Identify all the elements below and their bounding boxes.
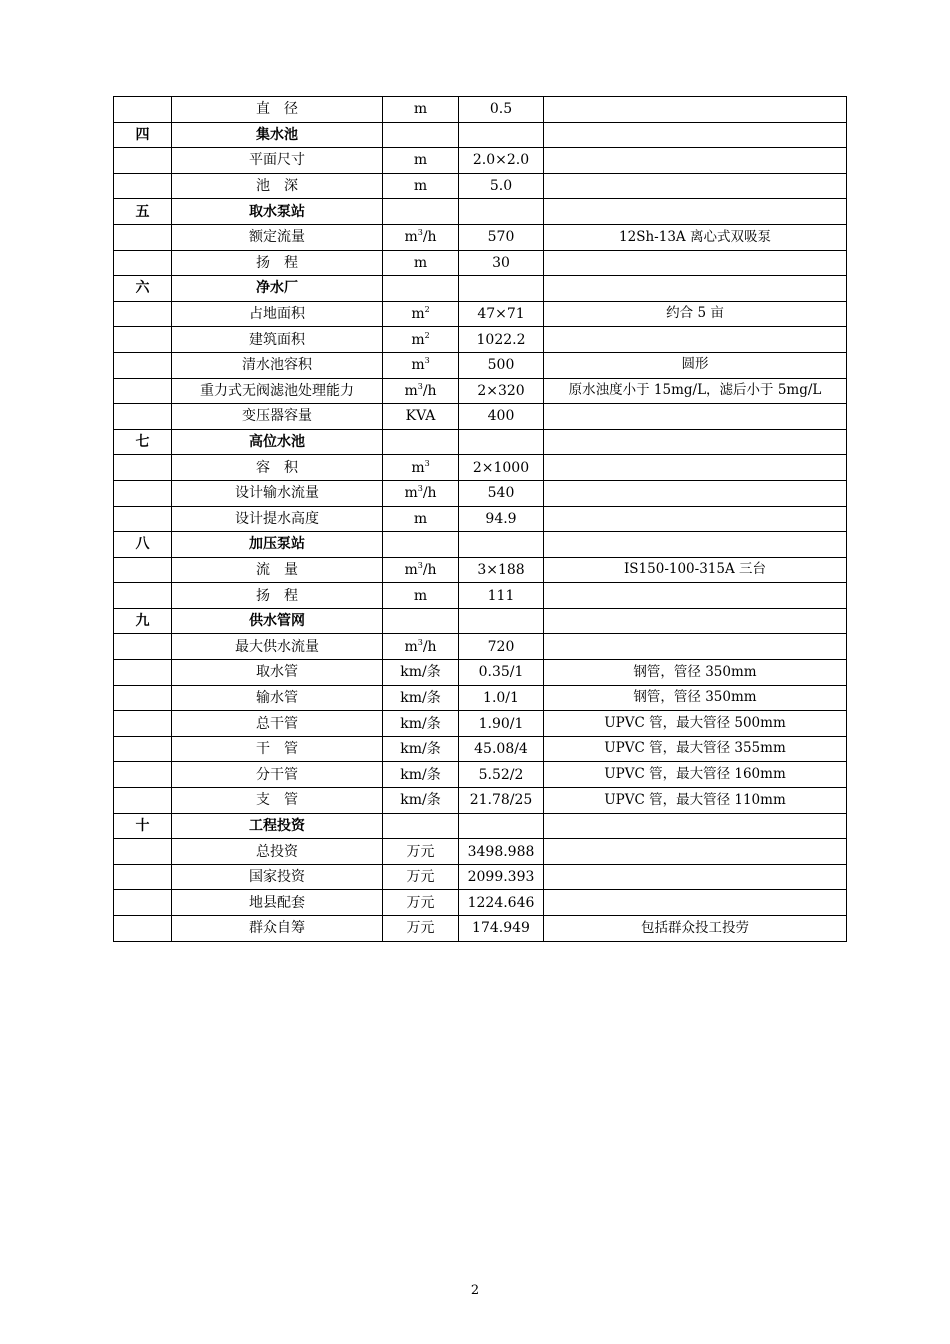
value-cell: 500 — [459, 352, 544, 378]
note-cell: UPVC 管，最大管径 500mm — [544, 711, 847, 737]
unit-superscript: 3 — [417, 228, 423, 238]
unit-tail: /h — [422, 229, 437, 246]
item-cell: 取水泵站 — [172, 199, 383, 225]
table-row — [114, 327, 847, 353]
note-cell: 12Sh-13A 离心式双吸泵 — [544, 224, 847, 250]
table-row — [114, 839, 847, 865]
note-cell — [544, 97, 847, 123]
item-cell: 国家投资 — [172, 864, 383, 890]
value-cell: 94.9 — [459, 506, 544, 532]
row-number-cell — [114, 557, 172, 583]
row-number-cell — [114, 301, 172, 327]
note-cell — [544, 122, 847, 148]
unit-cell: km/条 — [383, 685, 459, 711]
row-number-cell — [114, 711, 172, 737]
section-row — [114, 608, 847, 634]
item-cell: 支 管 — [172, 788, 383, 814]
item-cell: 占地面积 — [172, 301, 383, 327]
note-cell: 包括群众投工投劳 — [544, 916, 847, 942]
item-cell: 扬 程 — [172, 583, 383, 609]
item-cell: 设计提水高度 — [172, 506, 383, 532]
note-cell: 约合 5 亩 — [544, 301, 847, 327]
note-cell — [544, 276, 847, 302]
value-cell: 1022.2 — [459, 327, 544, 353]
table-row — [114, 250, 847, 276]
note-cell: UPVC 管，最大管径 110mm — [544, 788, 847, 814]
unit-base: m — [404, 382, 418, 399]
item-cell: 集水池 — [172, 122, 383, 148]
unit-cell — [383, 224, 459, 250]
table-row — [114, 685, 847, 711]
item-cell: 清水池容积 — [172, 352, 383, 378]
item-cell: 额定流量 — [172, 224, 383, 250]
unit-tail: /h — [422, 485, 437, 502]
item-cell: 平面尺寸 — [172, 148, 383, 174]
value-cell — [459, 532, 544, 558]
table-row — [114, 736, 847, 762]
item-cell: 重力式无阀滤池处理能力 — [172, 378, 383, 404]
note-cell: UPVC 管，最大管径 160mm — [544, 762, 847, 788]
table-row — [114, 634, 847, 660]
value-cell: 1224.646 — [459, 890, 544, 916]
item-cell: 最大供水流量 — [172, 634, 383, 660]
unit-cell: m — [383, 250, 459, 276]
row-number-cell — [114, 224, 172, 250]
item-cell: 流 量 — [172, 557, 383, 583]
unit-cell: m — [383, 97, 459, 123]
table-row — [114, 301, 847, 327]
value-cell: 47×71 — [459, 301, 544, 327]
unit-cell: 万元 — [383, 916, 459, 942]
note-cell — [544, 634, 847, 660]
item-cell: 总投资 — [172, 839, 383, 865]
note-cell — [544, 506, 847, 532]
table-row — [114, 455, 847, 481]
item-cell: 设计输水流量 — [172, 480, 383, 506]
unit-cell — [383, 634, 459, 660]
unit-superscript: 3 — [417, 484, 423, 494]
unit-tail: /h — [422, 382, 437, 399]
value-cell: 2×320 — [459, 378, 544, 404]
value-cell: 45.08/4 — [459, 736, 544, 762]
unit-superscript: 3 — [424, 458, 430, 468]
row-number-cell — [114, 404, 172, 430]
item-cell: 输水管 — [172, 685, 383, 711]
row-number-cell — [114, 583, 172, 609]
row-number-cell: 四 — [114, 122, 172, 148]
item-cell: 直 径 — [172, 97, 383, 123]
unit-base: m — [404, 638, 418, 655]
row-number-cell — [114, 634, 172, 660]
note-cell — [544, 583, 847, 609]
value-cell — [459, 199, 544, 225]
item-cell: 分干管 — [172, 762, 383, 788]
unit-cell: 万元 — [383, 890, 459, 916]
table-row — [114, 224, 847, 250]
unit-cell: m — [383, 148, 459, 174]
unit-superscript: 2 — [424, 305, 430, 315]
note-cell — [544, 250, 847, 276]
row-number-cell — [114, 660, 172, 686]
row-number-cell — [114, 173, 172, 199]
unit-cell: KVA — [383, 404, 459, 430]
note-cell — [544, 864, 847, 890]
unit-cell: km/条 — [383, 736, 459, 762]
unit-cell — [383, 122, 459, 148]
note-cell — [544, 173, 847, 199]
table-row — [114, 864, 847, 890]
table-row — [114, 506, 847, 532]
row-number-cell — [114, 378, 172, 404]
table-body — [114, 97, 847, 942]
value-cell — [459, 608, 544, 634]
unit-cell — [383, 327, 459, 353]
row-number-cell — [114, 148, 172, 174]
row-number-cell: 八 — [114, 532, 172, 558]
note-cell: 钢管，管径 350mm — [544, 685, 847, 711]
value-cell: 540 — [459, 480, 544, 506]
table-row — [114, 173, 847, 199]
unit-superscript: 2 — [424, 330, 430, 340]
item-cell: 净水厂 — [172, 276, 383, 302]
unit-cell: 万元 — [383, 839, 459, 865]
value-cell: 2.0×2.0 — [459, 148, 544, 174]
note-cell: IS150-100-315A 三台 — [544, 557, 847, 583]
unit-cell — [383, 532, 459, 558]
unit-cell: m — [383, 583, 459, 609]
unit-base: m — [411, 459, 425, 476]
row-number-cell — [114, 788, 172, 814]
item-cell: 群众自筹 — [172, 916, 383, 942]
note-cell — [544, 813, 847, 839]
table-row — [114, 378, 847, 404]
table-row — [114, 583, 847, 609]
unit-superscript: 3 — [424, 356, 430, 366]
table-row — [114, 711, 847, 737]
item-cell: 扬 程 — [172, 250, 383, 276]
row-number-cell: 六 — [114, 276, 172, 302]
value-cell: 5.0 — [459, 173, 544, 199]
table-row — [114, 148, 847, 174]
section-row — [114, 276, 847, 302]
note-cell: 圆形 — [544, 352, 847, 378]
value-cell: 400 — [459, 404, 544, 430]
unit-cell: m — [383, 506, 459, 532]
unit-base: m — [411, 357, 425, 374]
unit-cell: 万元 — [383, 864, 459, 890]
unit-base: m — [404, 229, 418, 246]
unit-tail: /h — [422, 638, 437, 655]
unit-base: m — [411, 306, 425, 323]
value-cell: 111 — [459, 583, 544, 609]
value-cell — [459, 276, 544, 302]
section-row — [114, 122, 847, 148]
note-cell — [544, 608, 847, 634]
unit-cell: km/条 — [383, 788, 459, 814]
unit-tail: /h — [422, 561, 437, 578]
row-number-cell — [114, 890, 172, 916]
value-cell: 2×1000 — [459, 455, 544, 481]
row-number-cell: 十 — [114, 813, 172, 839]
note-cell — [544, 199, 847, 225]
section-row — [114, 532, 847, 558]
item-cell: 总干管 — [172, 711, 383, 737]
note-cell — [544, 327, 847, 353]
unit-superscript: 3 — [417, 381, 423, 391]
unit-cell: km/条 — [383, 660, 459, 686]
row-number-cell — [114, 506, 172, 532]
row-number-cell — [114, 327, 172, 353]
unit-cell: km/条 — [383, 762, 459, 788]
value-cell: 174.949 — [459, 916, 544, 942]
value-cell — [459, 813, 544, 839]
note-cell — [544, 890, 847, 916]
unit-cell: m — [383, 173, 459, 199]
unit-cell — [383, 813, 459, 839]
row-number-cell — [114, 685, 172, 711]
value-cell: 720 — [459, 634, 544, 660]
item-cell: 工程投资 — [172, 813, 383, 839]
value-cell — [459, 122, 544, 148]
note-cell — [544, 429, 847, 455]
row-number-cell — [114, 480, 172, 506]
value-cell: 21.78/25 — [459, 788, 544, 814]
item-cell: 地县配套 — [172, 890, 383, 916]
row-number-cell — [114, 916, 172, 942]
row-number-cell — [114, 250, 172, 276]
row-number-cell — [114, 762, 172, 788]
row-number-cell — [114, 864, 172, 890]
unit-cell: km/条 — [383, 711, 459, 737]
item-cell: 建筑面积 — [172, 327, 383, 353]
table-row — [114, 916, 847, 942]
page-number: 2 — [470, 1283, 480, 1298]
table-row — [114, 890, 847, 916]
row-number-cell — [114, 455, 172, 481]
unit-superscript: 3 — [417, 637, 423, 647]
note-cell — [544, 404, 847, 430]
item-cell: 容 积 — [172, 455, 383, 481]
table-row — [114, 788, 847, 814]
unit-base: m — [404, 485, 418, 502]
note-cell — [544, 455, 847, 481]
note-cell — [544, 839, 847, 865]
row-number-cell: 七 — [114, 429, 172, 455]
row-number-cell: 九 — [114, 608, 172, 634]
table-row — [114, 660, 847, 686]
unit-superscript: 3 — [417, 560, 423, 570]
section-row — [114, 813, 847, 839]
unit-cell — [383, 301, 459, 327]
item-cell: 变压器容量 — [172, 404, 383, 430]
unit-cell — [383, 199, 459, 225]
value-cell: 570 — [459, 224, 544, 250]
row-number-cell: 五 — [114, 199, 172, 225]
value-cell — [459, 429, 544, 455]
item-cell: 供水管网 — [172, 608, 383, 634]
row-number-cell — [114, 97, 172, 123]
item-cell: 取水管 — [172, 660, 383, 686]
note-cell: 原水浊度小于 15mg/L，滤后小于 5mg/L — [544, 378, 847, 404]
unit-cell — [383, 429, 459, 455]
note-cell — [544, 480, 847, 506]
table-row — [114, 352, 847, 378]
note-cell — [544, 532, 847, 558]
unit-cell — [383, 352, 459, 378]
table-row — [114, 557, 847, 583]
unit-cell — [383, 480, 459, 506]
value-cell: 1.0/1 — [459, 685, 544, 711]
unit-cell — [383, 608, 459, 634]
note-cell — [544, 148, 847, 174]
row-number-cell — [114, 736, 172, 762]
section-row — [114, 429, 847, 455]
value-cell: 3×188 — [459, 557, 544, 583]
value-cell: 2099.393 — [459, 864, 544, 890]
value-cell: 0.35/1 — [459, 660, 544, 686]
value-cell: 30 — [459, 250, 544, 276]
unit-cell — [383, 276, 459, 302]
row-number-cell — [114, 839, 172, 865]
table-row — [114, 97, 847, 123]
section-row — [114, 199, 847, 225]
note-cell: UPVC 管，最大管径 355mm — [544, 736, 847, 762]
row-number-cell — [114, 352, 172, 378]
item-cell: 加压泵站 — [172, 532, 383, 558]
unit-cell — [383, 378, 459, 404]
value-cell: 3498.988 — [459, 839, 544, 865]
table-row — [114, 480, 847, 506]
unit-cell — [383, 455, 459, 481]
value-cell: 1.90/1 — [459, 711, 544, 737]
item-cell: 池 深 — [172, 173, 383, 199]
specification-table — [113, 96, 847, 942]
value-cell: 5.52/2 — [459, 762, 544, 788]
table-row — [114, 762, 847, 788]
value-cell: 0.5 — [459, 97, 544, 123]
note-cell: 钢管，管径 350mm — [544, 660, 847, 686]
unit-base: m — [404, 561, 418, 578]
table-row — [114, 404, 847, 430]
item-cell: 干 管 — [172, 736, 383, 762]
item-cell: 高位水池 — [172, 429, 383, 455]
unit-cell — [383, 557, 459, 583]
unit-base: m — [411, 331, 425, 348]
